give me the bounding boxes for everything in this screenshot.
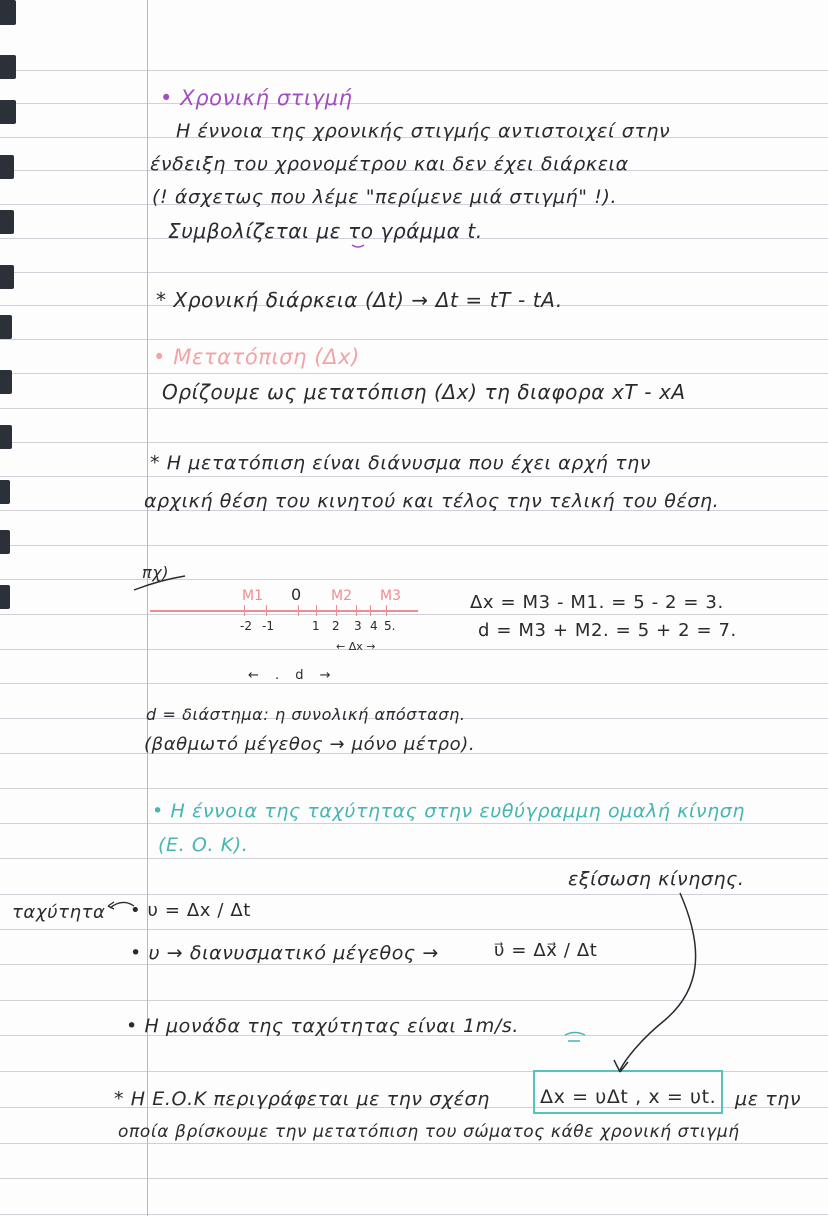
text-line: Η έννοια της χρονικής στιγμής αντιστοιχεί στην bbox=[176, 120, 671, 142]
marker-m1: M1 bbox=[242, 588, 263, 604]
marker-m2: M2 bbox=[331, 588, 352, 604]
text-line: (! άσχετως που λέμε "περίμενε μιά στιγμή" !). bbox=[152, 186, 618, 208]
heading-velocity: • Η έννοια της ταχύτητας στην ευθύγραμμη ομαλή κίνηση bbox=[152, 800, 746, 822]
heading-velocity-abbrev: (Ε. Ο. Κ). bbox=[158, 834, 249, 856]
text-line: Συμβολίζεται με το γράμμα t. bbox=[168, 219, 483, 243]
marker-m3: M3 bbox=[380, 588, 401, 604]
note-line: αρχική θέση του κινητού και τέλος την τελική του θέση. bbox=[144, 490, 720, 512]
eok-line-post: με την bbox=[735, 1088, 802, 1110]
speed-formula: • υ = Δx / Δt bbox=[130, 900, 251, 921]
marker-origin: 0 bbox=[291, 585, 302, 604]
eok-line-pre: * Η Ε.Ο.Κ περιγράφεται με την σχέση bbox=[114, 1088, 490, 1110]
tick-label: -2 bbox=[240, 619, 252, 633]
heading-time-instant: • Χρονική στιγμή bbox=[160, 86, 353, 110]
equation-d: d = M3 + M2. = 5 + 2 = 7. bbox=[478, 620, 737, 641]
example-label: πχ) bbox=[142, 563, 170, 582]
eok-line-2: οποία βρίσκουμε την μετατόπιση του σώματος κάθε χρονική στιγμή bbox=[118, 1122, 740, 1142]
tick-label: 4 bbox=[370, 619, 378, 633]
d-definition: d = διάστημα: η συνολική απόσταση. bbox=[146, 705, 466, 724]
d-span-label: ← . d → bbox=[248, 668, 337, 683]
dx-span-label: ← Δx → bbox=[336, 640, 376, 653]
tick-label: 1 bbox=[312, 619, 320, 633]
tick-label: -1 bbox=[262, 619, 274, 633]
note-line: * Η μετατόπιση είναι διάνυσμα που έχει αρχή την bbox=[150, 452, 651, 474]
tick-label: 2 bbox=[332, 619, 340, 633]
text-line: ένδειξη του χρονομέτρου και δεν έχει διάρκεια bbox=[150, 153, 629, 175]
d-note: (βαθμωτό μέγεθος → μόνο μέτρο). bbox=[144, 734, 476, 755]
heading-displacement: • Μετατόπιση (Δx) bbox=[153, 345, 360, 369]
vector-line: • υ → διανυσματικό μέγεθος → bbox=[130, 942, 439, 964]
vector-formula: υ⃗ = Δx⃗ / Δt bbox=[494, 940, 598, 961]
displacement-definition: Ορίζουμε ως μετατόπιση (Δx) τη διαφορα xT - xA bbox=[162, 380, 686, 404]
time-duration-note: * Χρονική διάρκεια (Δt) → Δt = tT - tA. bbox=[156, 288, 563, 312]
tick-label: 3 bbox=[354, 619, 362, 633]
unit-line: • Η μονάδα της ταχύτητας είναι 1m/s. bbox=[126, 1015, 519, 1037]
tick-label: 5. bbox=[384, 619, 396, 633]
equation-dx: Δx = M3 - M1. = 5 - 2 = 3. bbox=[470, 592, 724, 613]
eok-equation: Δx = υΔt , x = υt. bbox=[540, 1086, 717, 1108]
equation-of-motion-label: εξίσωση κίνησης. bbox=[568, 868, 745, 890]
speed-label: ταχύτητα bbox=[12, 902, 106, 923]
